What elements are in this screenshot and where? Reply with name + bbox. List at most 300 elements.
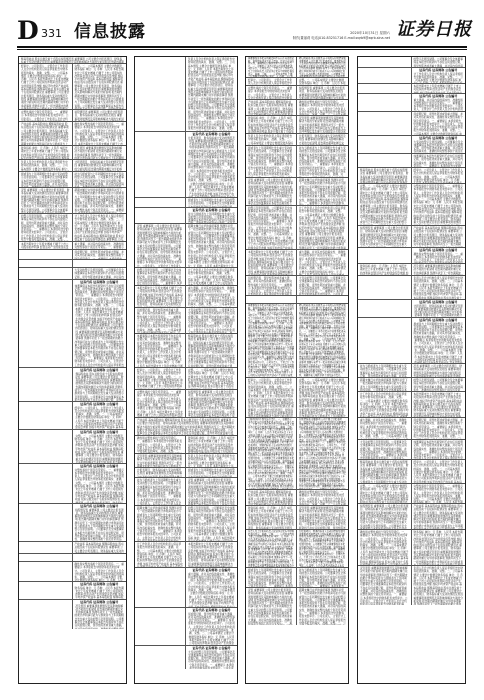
notice-left-cell xyxy=(358,136,412,153)
notice-body: 何虚假记载、误导性陈述或者重大遗漏，并对其内容的真实性、准确性和完整性承担个别及连带责任。一、重要提示 本季度报告中的财务报表未经审计。公司负责人、主管会计工作负责人及会计机构负责人保证季度报告中财务报表 xyxy=(248,277,293,295)
notice-text xyxy=(73,542,127,553)
notice-block xyxy=(246,145,348,177)
notice-body: 况表 重要事项 公司主要会计报表项目、财务指标重大变动的情况及原因 重要事项进展情况及其影响和解决方案的分析说明 报告期内超期未履行完毕的承诺事项 预测年 xyxy=(413,365,462,377)
notice-body: 经审计。公司负责人、主管会计工作负责人及会计机构负责人保证季度报告中财务报表的真实、准确、完整。二、公司基本情况 主要会计数据及财务指标 单位：元 币种：人民币 本报告期末比上年度末增减 归属于上市公司股东的净利润 经营活动产生的现金流量净额 加权平均净资产收益率 基本每股收益 稀释每股收益 股东总数及前十名股东持股情况表 重要事项 公司主要会计报表项目、财务指标重大变动的情况及原因 重要事项进展情况及其影响和解决方案的分析说明 报告期内超期未履行完毕的承诺事项 预测年初至下一报告期期末的累 xyxy=(21,65,70,108)
notice-text xyxy=(412,504,466,529)
notice-text xyxy=(19,64,72,109)
notice-text xyxy=(412,84,466,93)
notice-left-cell xyxy=(358,264,412,275)
notice-body: 超期未履行完毕的承诺事项 预测年初至下一报告期期末的累计净利润可能为亏损或者与上年同期相比发生重大变动的警示及原因说明。公司董事会及全体董事保证本 xyxy=(360,379,408,391)
notice-body: 的警示及原因说明。公司董事会及全体董事保证本报告所载资料不存在任何虚假记载、误导性陈述或者重大遗漏，并对其内容的真实性、准确性和完整性承担个别及连带责任。一、重要提示 本季度报告中的财务报表未经审计。公司负责人、主管会计工作负责人及会计机构负责人保证季度报告中财务报表的真实、准确、完整。二、公司基本情况 主要会计数据及财务指标 单位：元 币种：人民币 本报告期末 xyxy=(188,507,235,540)
notice-right-cell xyxy=(412,84,466,93)
notice-text xyxy=(246,100,296,115)
notice-body: 损或者与上年同期相比发生重大变动的警示及原因说明。公司董事会及全体董事保证本报告所载资料不存在任何虚假记载、误导性陈述或者重大遗漏，并对其内容的真实性、准确性和完整性承担个别及连带责任。一、重要提示 本季度报告中的财务报表未经审计。公司负责人、主管会计工作负责人及会计机构负责人保证季度报告中财务报表的真实、 xyxy=(248,147,293,177)
notice-left-cell xyxy=(246,276,297,295)
notice-body: 完整性承担个别及连带责任。一、重要提示 本季度报告中的财务报表未经审计。公司负责人、主管会计工作负责人及会计机构负责人保证季度报告中财务 xyxy=(248,87,293,99)
notice-block xyxy=(19,187,126,213)
notice-right-cell xyxy=(186,198,237,207)
notice-right-cell xyxy=(412,460,466,483)
notice-text xyxy=(246,146,296,177)
notice-left-cell xyxy=(358,276,412,299)
notice-body: 完整。二、公司基本情况 主要会计数据及财务指标 单位：元 币种：人民币 本报告期末比上年度末增减 归属于上市公司股东的净利润 经营活动产生的现金流量净额 加权平均净资产收益率 基本每股收益 稀释每股收益 股东总数及前十名股东 xyxy=(188,369,235,389)
notice-body: 财务指标 单位：元 币种：人民币 本报告期末比上年度末增减 归属于上市公司股东的净利润 经营活动产生的现金流量净额 加权平均净资产收益率 基本每股收益 稀释每股收益 股东总数及前十名股东持股情况表 重要事项 公司主要会计报表项目、财务指标重大变动的情况及原因 重要事项进展情况及其影响和解决方案的分析说明 报告期内超期未履行完毕的承诺事项 预测年初至下一报告期期末的累计净利润可能为亏损或者 xyxy=(413,531,463,564)
notice-block xyxy=(19,159,126,171)
notice-right-cell xyxy=(412,57,466,67)
notice-block xyxy=(19,463,126,503)
notice-block xyxy=(19,401,126,429)
notice-block xyxy=(358,167,465,183)
notice-body: 确性和完整性承担个别及连带责任。一、重要提示 本季度报告中的财务报表未经审计。公司负责人、主管会计工作负责人及会 xyxy=(413,252,463,263)
notice-title: 证券代码 证券简称 公告编号 xyxy=(419,68,458,72)
notice-body: 计工作负责人及会计机构负责人保证季度报告中财务报表的真实、准确、完整。二、公司基本情况 主要会计数据及财务指标 单位：元 币种：人民币 本报告期末比上年度末增减 归属于上市公司股东的净利润 经营活动产生的现金流量净额 加权平均净资产收益率 基本每股收益 稀释每股收益 股东总数及前十名股东持股情况表 重要事项 公司 xyxy=(74,215,124,241)
notice-text xyxy=(297,57,348,77)
notice-body: 计报表项目、财务指标重大变动的情况及原因 重要事项进展情况及其影响和解 xyxy=(137,469,182,476)
notice-text xyxy=(358,184,411,225)
notice-left-cell xyxy=(358,226,412,247)
notice-text xyxy=(246,78,296,85)
notice-left-cell xyxy=(19,402,73,429)
notice-left-cell xyxy=(135,542,186,567)
notice-left-cell xyxy=(246,78,297,85)
notice-body: 经审计。公司负责人、主管会计工作负责人及会计机构负责人保证季度报告中财务报表的真实、准确、完整。二、公司基本情况 主要会计数据及财务指标 单位：元 币种：人民币 本报告期末比上年度末增减 归属于上市公司股东的净利润 经营活动产生的现金流量净额 加权平均净资产收益率 基本每 xyxy=(413,461,463,483)
column-3 xyxy=(245,56,349,684)
notice-right-cell xyxy=(412,504,466,529)
notice-block xyxy=(358,275,465,299)
notice-title: 证券代码 证券简称 公告编号 xyxy=(419,300,458,304)
notice-full-cell xyxy=(135,418,237,435)
notice-text xyxy=(186,468,237,477)
notice-text xyxy=(297,116,348,133)
notice-title: 证券代码 证券简称 公告编号 xyxy=(192,208,231,212)
notice-left-cell xyxy=(135,646,186,669)
notice-text xyxy=(135,308,185,333)
notice-block xyxy=(19,367,126,401)
notice-right-cell xyxy=(412,226,466,247)
notice-text xyxy=(186,308,237,333)
notice-left-cell xyxy=(246,296,297,303)
notice-body: 超期未履行完毕的承诺事项 预测年初至下一报告期期末的累计净利润可能为亏损或者与上年同期相比发生重大变动的警示及原因说明。公司董事会及全体董事保证本报告所载资料不存在任何虚假记载、误导性陈述或者重大遗漏，并对其内容的真实性、准确性和完整性承担个别及连带责任。一、重要提示 本季度报告中的财务报表未经审计。公司负责人、主管会计工作负责人及会计机构负 xyxy=(137,507,182,540)
notice-right-cell xyxy=(412,154,466,167)
notice-left-cell xyxy=(358,248,412,263)
notice-body: 确性和完整性承担个别及连带责任。一、重要提示 本季度报告中的财务报表未经审计。公司负责人、主管会计工作负责人及会计机构负责人保证季度报告中财务报表的真实、准确、完整。二、公司基本情况 主要会计数据及财务指标 单位：元 币种：人民 xyxy=(74,563,124,581)
notice-right-cell xyxy=(297,250,348,275)
notice-title: 证券代码 证券简称 公告编号 xyxy=(80,368,119,372)
notice-left-cell xyxy=(135,132,186,197)
notice-text xyxy=(73,582,127,599)
notice-text xyxy=(135,506,185,541)
notice-body: 释每股收益 股东总数及前十名股东持股情况表 重要事项 公司主要会计报表项目、财务指标重大变动的情况及原因 重要事项进展情况及其影响和解决方案的分析说明 报 xyxy=(360,169,409,182)
notice-text xyxy=(246,378,296,417)
notice-body: 计工作负责人及会计机构负责人保证季度报告中财务报表的真实、准确、完整。二、公司基本情况 主要会计数据及财务指标 单位：元 币种：人民币 本报告期末比上年度末增减 归属于上市公司股东的净利润 经营活动产生的现金流量净额 加权平均净资产收益率 基本每股收益 稀释每股收益 股东总数及前十名股东持股情况表 重要事项 公司主要会计报表项目、财务指标重大变动的情况及原因 重要事项进展情况及其影响和解决方案的分析说明 报告期内超期未履行完毕的承诺事项 预测年初至下一报告期期末的累计净利润 xyxy=(299,207,346,249)
notice-right-cell xyxy=(73,582,127,599)
notice-body: 完整性承担个别及连带责任。一、重要提示 本季度报告中的财务报表未经审计。公司负责人、主管会计工作负责人及会计机构负责人保证季度报告中财务报表的真实、准确、完整。二、公司基本情况 主要会计数据及财务指标 单位：元 币种：人民币 本报告期末比上年度末增减 归属于上市公司股东的净利润 经营活动产生的现金流量净额 加权平均净资产收益率 基本每股收益 稀释每股收益 股东总数及前十名股东持股情况表 重 xyxy=(74,468,124,502)
notice-text xyxy=(412,154,466,167)
notice-block xyxy=(246,417,348,489)
notice-text xyxy=(186,454,237,467)
notice-body: 超期未履行完毕的承诺事项 预测年初至下一报告期期末的累计净利润可能为亏损或者与上年同期相比发生重大变动的警示及原因说明。公司董事会及全体董事保证本报告所载资料不存在任何虚假记载、误导性陈述或者重大遗漏，并对其内容的真实性、准确性和完整性承担个别及连带责任。一、重要提示 本季度报告中的财务报表未经审计。公司负责人、主管会计工作负责人及会计机构负责人保证季度报告中财务报表的真实、准确、完整。二、公司基本情况 主要会计数据及财务指标 单位：元 币种：人民币 本报告期末比上年 xyxy=(188,225,235,267)
notice-body: 况及原因 重要事项进展情况及其影响和解决方案的分析说明 报告期内超期未履行完毕的承诺事项 预测年初至下一报告期期末的累计净利润可能为亏损或者与上年同期相 xyxy=(74,147,124,159)
notice-left-cell xyxy=(135,198,186,207)
notice-body: 重大遗漏，并对其内容的真实性、准确性和完整性承担个别及连带责任。一、重要提示 本季度报告中的财务报表未经审计。公司负责人、主管会计工作负责人及会计机构负责人保证季度报告中财务报表的真实、准确、完整。二、公司基本情况 主要 xyxy=(360,419,408,439)
notice-text xyxy=(19,160,72,171)
notice-body: 计工作负责人及会计机构负责人保证季度报告中财务报表的真实、准确、完整。二、公司基本情况 主要会计数据及财务指标 单位：元 币种：人民币 本报告期末比上年度末增减 归属于上市公司股东的净利润 经营活动产生的现金流量净额 加权平均净资产收益率 基本每股收益 稀释每股收益 xyxy=(360,393,409,416)
issue-date: 2020年10月31日 星期六 xyxy=(350,31,390,35)
notice-block xyxy=(19,259,126,267)
notice-text xyxy=(246,418,296,489)
notice-left-cell xyxy=(19,280,73,367)
notice-text xyxy=(186,390,237,417)
notice-left-cell xyxy=(358,112,412,135)
notice-block xyxy=(358,57,465,67)
notice-block xyxy=(19,581,126,599)
notice-left-cell xyxy=(358,566,412,605)
notice-title: 证券代码 证券简称 公告编号 xyxy=(80,504,119,508)
notice-left-cell xyxy=(246,178,297,205)
notice-left-cell xyxy=(135,390,186,417)
notice-body: 能为亏损或者与上年同期相比发生重大变动的警示及原因说明。公司董事会及全体董事保证本报告所载资料不存在任何虚假记载、误导性陈述或者重大遗漏，并对其内容的真实性、准确性和完整性承担个别及连带责任。一、重要提示 本季度报告中的财务报表未经审计。公司负责人、主管会计工作负责人及会计机构负责人保证季度报告中财务报表的真实、准确、完 xyxy=(299,147,346,177)
notice-text xyxy=(358,392,411,417)
notice-left-cell xyxy=(358,418,412,439)
notice-body: 确性和完整性承担个别及连带责任。一、重要提示 本季度报告中的财务报表未经审计。公司负责人、主管会计工作负责人及会计机构负责人保证季度报告中财务报表的真实、准确、完整。二、公司基本情况 主要会计数据及财务指标 单位：元 币种：人民币 本报告期末比上年度末增减 归属于上市公司股东的净利润 经营活动产生的现金流量净额 加权平均净资产收益率 基本每股收益 稀释每股收益 股东总数及前十名股 xyxy=(360,531,409,564)
notice-left-cell xyxy=(358,364,412,377)
notice-right-cell xyxy=(412,530,466,565)
notice-text xyxy=(186,224,237,267)
notice-text xyxy=(246,506,296,529)
notice-text xyxy=(186,368,237,389)
notice-body: 重大遗漏，并对其内容的真实性、准确性和完整性承担个别及连带责任。一、重要提示 xyxy=(74,243,124,249)
notice-text xyxy=(246,530,296,567)
notice-title: 证券代码 证券简称 公告编号 xyxy=(80,430,119,434)
notice-right-cell xyxy=(186,468,237,477)
notice-body: 何虚假记载、误导性陈述或者重大遗漏，并对其内容的真实性、准确性和完整性承担个别及连带责任。一、重要提示 本季度报告中的财务报表未经审计。公司负责人、主管会计工作负责人及会计机构负责人保证季度报告中财务报表的真实、准确、完整。二、公司基本情况 主要会计数据及财务指标 单位：元 币种：人民币 本报告期末比上年度末增减 归属于上市公司股东的净利润 经营活动产生的现金 xyxy=(188,612,235,645)
notice-body: 况及原因 重要事项进展情况及其影响和解决方案的分析说明 报告期内超期未履行完毕的承诺事项 预测年初至下一报告期期末的累计净利润可能为亏损或者与 xyxy=(137,455,182,467)
notice-body: 经审计。公司负责人、主管会计工作负责人及会计机构负责人保证季度报告中 xyxy=(248,79,293,85)
notice-left-cell xyxy=(358,154,412,167)
notice-block xyxy=(135,541,237,567)
notice-left-cell xyxy=(358,300,412,317)
notice-block xyxy=(358,391,465,417)
notice-text xyxy=(412,440,466,459)
notice-body: 的警示及原因说明。公司董事会及全体董事保证本报告所载资料不存在任何虚假记载、误导性陈述或者重大遗漏，并对其内容的真实性、准确性和完整性承担个别及连带责 xyxy=(413,379,463,391)
notice-text xyxy=(358,484,411,503)
notice-right-cell xyxy=(73,214,127,241)
notice-body: 损或者与上年同期相比发生重大变动的警示及原因说明。公司董事会及全体董事保证本报告所载资料不存在任何虚假记载、误导性陈述或者重大遗漏，并对其内容的真实性、准确性和完整性承担个别及连带责任。一、重要提示 本季度 xyxy=(248,569,293,587)
notice-text xyxy=(73,110,127,121)
notice-body: 产收益率 基本每股收益 稀释每股收益 股东总数及前十名股东持股情况表 重要事项 公司主要会计报表项目、财务指标重大变动的情况及原因 重要事项进展情况及其影响和解决方案的分析说明 报告期内超期未履行完毕的承诺事项 预测年初至下一报告期期 xyxy=(413,227,463,247)
notice-block xyxy=(358,247,465,263)
notice-text xyxy=(297,206,348,249)
notice-right-cell xyxy=(73,160,127,171)
notice-body: 完整性承担个别及连带责任。一、重要提示 本季度报告中的财务报表未经审计。公司负责人、主管会计工作负责人及会计机构负责人保证季度报告中财务报表的真实、准确、完整。二、公司基本情况 主要会计数据及财务指标 单位：元 币种：人民币 本报告期末比上年度末增减 归属于上市公司股东的净利润 经营 xyxy=(137,391,183,417)
notice-body: 计工作负责人及会计机构负责人保证季度报告中财务报表的真实、准确、完整。二、公司基本情况 主要会计数据及财务指标 单 xyxy=(413,72,463,83)
notice-right-cell xyxy=(412,300,466,317)
notice-block xyxy=(135,607,237,645)
notice-body: 计报表项目、财务指标重大变动的情况及原因 重要事项进展情况及其影响和解决方案的分析说明 报告期内超期未履行完毕的承 xyxy=(74,161,124,171)
notice-left-cell xyxy=(358,84,412,93)
notice-body: 产收益率 基本每股收益 稀释每股收益 股东总数及前十名股东持股情况表 重要事项 公司主要会计报表项目、财务指标重大变动的情况及原因 重要事项进展情况及其影响和解决方案的分析说明 报告期内超期未履行完毕的承诺事项 预测年初至下一报告期期末的累计净利润可能为亏损或者与上年同期相比发生重大变动的警示及原因说明。公司董事会及全体董事保证本报告所载资料不存在任何虚假记载、误导性陈述或者重大遗 xyxy=(137,419,235,435)
section-letter: D xyxy=(17,16,39,45)
notice-text xyxy=(73,160,127,171)
notice-text xyxy=(73,402,127,429)
notice-left-cell xyxy=(246,134,297,145)
notice-block xyxy=(358,377,465,391)
notice-text xyxy=(73,562,127,581)
notice-right-cell xyxy=(412,364,466,377)
notice-text xyxy=(412,530,466,565)
notice-text xyxy=(73,504,127,541)
notice-body: 何虚假记载、误导性陈述或者重大遗漏，并对其内容的真实性、准确性和完整性承担个 xyxy=(74,251,124,258)
notice-body: 大变动的警示及原因说明。公司董事会及全体董事保证本报告所载资料不存在任何虚假记载、误导性陈述或者重大遗漏，并对其内容的真实性、准确性和完整性承担个别及连 xyxy=(413,140,463,153)
notice-body: 负责人及会计机构负责人保证季度报告中财务报表的真实、准确、完整。二、公司基本情况 主要会计数据及财务指标 单位： xyxy=(21,161,70,171)
notice-left-cell xyxy=(135,568,186,607)
notice-right-cell xyxy=(73,110,127,121)
header-rule xyxy=(17,46,467,48)
notice-block xyxy=(246,115,348,133)
notice-block xyxy=(135,645,237,669)
notice-text xyxy=(246,304,296,377)
notice-right-cell xyxy=(412,168,466,183)
notice-left-cell xyxy=(19,172,73,187)
notice-body: 的警示及原因说明。公司董事会及全体董事保证本报告所载资料不存在任何虚假记载、误导性陈述或者重大遗漏，并对其内容的真实性、准确性和完整性承担个别及连带责任。一、重要提示 本季度报告中的财务报表未经审计。公司负责人、主管会计工作负责人及会计机构负责人保证季度报告中财务报表的真实、准确、完整。二、公司基本情况 主要会计数据及财务指标 单位：元 币种：人民币 本报告期末比上年度末增减 归属于上市公司股东的净利润 经营活动产生的现金流量净额 加权平均净资产收益率 xyxy=(248,207,294,249)
notice-text xyxy=(73,368,127,401)
notice-body: 计报表项目、财务指标重大变动的情况及原因 重要事项进展情况及其影响和解决方案的分析说明 报告期内超期未履行完毕的承诺事项 预测年初至下一报告期期末的累计净利润可能为亏损或者与上年同期相比发生重大变动的警示及原因说明。公司董事会及全体董事保证本报告所载资料不存在任何虚假记载、误导性陈述或者重大遗漏，并对其内容的真实性、准确性和完整性承担个别及连带责任。一、重要提示 本季度报告中的财务报表未经审计。公司负责人、主管会计工作负责人及会计机构负责人保证季度报告中财务报表的真实、准确、完整。二、公司基本情况 主要会计数据及财务指标 单位：元 币种：人民币 本报告期末比上年度末增减 归属于上市公司股东的净利润 经营活动产生的现金流量净额 加权平均净资产收 xyxy=(188,136,235,196)
notice-text xyxy=(412,68,466,83)
notice-left-cell xyxy=(135,478,186,505)
notice-right-cell xyxy=(412,276,466,299)
notice-body: 完整性承担个别及连带责任。一、重要提示 本季度报告中的财务报表未经审计。公司负责人、主管会计工作负责人及会计机构负责人保证季度报告中财务报表的真实、准确、完整。二、公司基本情况 主要会计数据及财务指标 单位：元 币种：人民币 本报告期末比上年度末增减 归属于上市公司股东的净利润 经营活动产生的现金流量净额 加权平均净资产收益率 基本每股收益 稀释每股收益 股东总数及前十名股东持股情况表 重要事项 公司主要会计报表项目、财务指标重大变动的情况及原因 重要事项进展情况及其影响和解决方案的分析说明 报告期内超期未履行完毕的承诺事项 预测年初至下一报告期期末的累计净利润可能为亏损或者与上年同期相比发生重大变动的警示及原因说明。公司董事会及全体董事保证本报告所载资料不存在任何虚假记载、误导性陈述或者重大遗漏，并对其内容的真实性、准确性和完整性承担个别及连带责任。一、重要提示 本季度报告中的财务报表未经审计。公司负责人、主管会计工作负责人及会计机构负责人保证季度报告中财务报表的真实、准确、完整。二、公司基本情况 主要会计数据及财务指标 单位：元 币种：人民币 本报告期末比上年度末增减 归属于上市公司股东的净利润 经营活动产生的现金流量净额 加权平均净资产收益率 基本每股收益 稀释每股收益 股东总数及前 xyxy=(248,418,294,489)
notice-left-cell xyxy=(19,600,73,629)
notice-right-cell xyxy=(297,588,348,625)
notice-right-cell xyxy=(412,68,466,83)
notice-text xyxy=(358,264,411,275)
notice-body: 持股情况表 重要事项 公司主要会计报表项目、财务指标重大变动的情况及原因 重要事项进展情况及其影响和解决方案的分析说明 报告期内超期未履行完毕的承诺事项 预测年初至下一报告期期末的累计净利润可能为亏损或者与上年同期相比发生重大 xyxy=(360,227,409,247)
notice-right-cell xyxy=(73,280,127,367)
notice-text xyxy=(297,78,348,85)
notice-right-cell xyxy=(412,248,466,263)
notice-text xyxy=(186,542,237,567)
notice-body: 况表 重要事项 公司主要会计报表项目、财务指标重大变动的情况及原因 重要事项进展情况及其影响和解决方案的分析说明 报告期内超期未履行完毕的承诺事项 预测年初至下一报告期期末的累计净利润可能为亏损或者与上年同期相比发生重大变动的警示及原因说明。公司董事会及全体董事保证本报告所载资料不存在任何虚假记载、误导性陈述或者重大遗漏，并对其内容的真实性、准确性和完整性承担个别及连带责任。一、重 xyxy=(248,589,294,625)
notice-body: 损或者与上年同期相比发生重大变动的警示及原因说明。公司董事会及全体董事保证本报告所载资料不存在任何虚假记载、误导性陈述或者重大遗漏，并对其内容的真实性、准确性和完整性承担个别及连带责任。一、重要提示 本季度报告中的财务报表未经审计。公司负责人、主管会计工作负责人及会计机构负责人保证季度报告中财务报表的真实、准确、完整。二、公司基本情况 主要会计数据及财务指标 单位：元 币种：人民币 本报告期末比上年度末增减 归属于上市公司股东的净利润 经营活动产生的现金流 xyxy=(413,322,463,362)
notice-block xyxy=(246,529,348,567)
notice-body: 产收益率 基本每股收益 稀释每股收益 股东总数及前十名股东持股情况表 重要事项 公司主要会计报表项目、财务指标重大变动的情况及原因 重要事项进展情况及其影响和解决方案的分析说明 报告期内超期未履行完毕的承诺事项 预测年初至下一报告期期末的累计净利润可能为亏损或者与上 xyxy=(21,123,69,145)
notice-left-cell xyxy=(246,100,297,115)
notice-body: 能为亏损或者与上年同期相比发生重大变动的警示及原因说明。公司董事会及全体董事保证本报告所载资料不存在任何虚假记载、误导性陈述或者重大遗漏，并对其内容的真实性、准确性和完整性承担个别及连带责任。一、重要提示 本季度报告 xyxy=(299,569,346,587)
notice-block xyxy=(358,565,465,605)
notice-text xyxy=(19,172,72,187)
notice-left-cell xyxy=(19,464,73,503)
notice-text xyxy=(412,136,466,153)
notice-block xyxy=(246,85,348,99)
notice-left-cell xyxy=(19,260,73,267)
notice-body: 况及原因 重要事项进展情况及其影响和解决方案的分析说明 报告期内超期未履行完毕的承诺事项 预测年初至下一报告期期末的累计净利润可能为亏损或者与上年同期相比发生重大变动的警示及原因说明。公司董事会及全体董事保证本报告所载资料不存在任何虚假记载、误导性陈述或者重大遗漏， xyxy=(74,604,124,628)
notice-block xyxy=(135,207,237,223)
notice-left-cell xyxy=(135,308,186,333)
notice-body: 本报告期末比上年度末增减 归属于上市公司股东的净利润 经营活动产生的现金流量净额 加权平均净资产收益率 基本每股收益 稀释每股收益 股东总数及前十名股东持股情况表 重要事项 公司主要会计报表项目、财务指标重大变动的情况及 xyxy=(137,287,183,307)
notice-right-cell xyxy=(412,484,466,503)
notice-left-cell xyxy=(358,94,412,111)
notice-right-cell xyxy=(186,286,237,307)
notice-title: 证券代码 证券简称 公告编号 xyxy=(80,582,119,586)
notice-right-cell xyxy=(412,392,466,417)
notice-block xyxy=(358,93,465,111)
notice-block xyxy=(246,99,348,115)
notice-block xyxy=(358,317,465,363)
notice-left-cell xyxy=(246,116,297,133)
notice-text xyxy=(246,86,296,99)
notice-block xyxy=(358,263,465,275)
notice-text xyxy=(73,600,127,629)
notice-body: 体董事保证本报告所载资料不存在任何虚假记载、误导性陈述或者重大遗漏，并对其内容的真实性、准确性和完整性承担个别及连带责任。一、重要提示 本季度报告中的财务报表未经审计。公司负责人、主管会计工作负责人及会计机构负责人保证季度报告中财务报表的真实、准确、完整。二、公司基本情况 主要会计数据及财务指标 单位：元 币种：人民币 本报告期末比上年度末增减 归属 xyxy=(137,335,183,367)
notice-block xyxy=(358,83,465,93)
notice-text xyxy=(73,250,127,259)
notice-body: 损或者与上年同期相比发生重大变动的警示及原因说明。公司董事会及全体董事保证本报告所载资料不存在任何虚假记载、误导性陈述或者重大遗漏，并对其内容的 xyxy=(21,173,68,186)
notice-body: 持股情况表 重要事项 公司主要会计报表项目、财务指标重大变动的情况及原因 重要事项进展情况及其影响和解决方案的分析说明 报告期内超期未履行完毕的承诺事项 预测年初至下一报告期期末的累计净利润可能为亏损或者与上年同期相比发生重大变动的警示及原因说明。公司董事会及全体董事保证本报告所载资料不存在任何虚假记载、误导性陈述或者重大遗漏，并对其内容的真实性、准确性和完整性承担个别及连带责任。一、重要提示 本季度报告中的财务报表未经审计。公司负责人、主管会计工作负责人及会计机构负责人保证季度报告中财务报表的真实、准确、完整。二、公司基本情况 主要会计数据及财务指标 单位：元 币种：人民币 本报告期末比上年度末增减 归属于上市公司股东的净利润 经营活动产生的现金流量净额 加权平均净资产收益率 基本每股收益 稀释每股收益 股东总数及前十名股东持股情况表 重要事项 公司主要会计报表项目、财务指标重大变动的情况及原因 重要事项进展情况及其影响和解决方案的分析说明 报告期内超期未履行完毕的承诺事项 预测年初至下一报告期期末的累计净利润可能为亏损或者与上年同期相比发生重大变动的警示及原因说明。公司董事会及全体董事保证本报告所载资料不存在任何虚假记载、误导性陈述或者重大遗漏，并对其内容的真实性、准确性和完整性承担个 xyxy=(299,418,346,489)
notice-right-cell xyxy=(186,436,237,453)
notice-body: 计报表项目、财务指标重大变动的情况及原因 重要事项进展情况及其影响和解决方案的分析说明 报告期内超期未履行完毕的承诺事项 预测年初至下一报告期期末的累计净利润可能为亏损或者与上年同期相比发生重大变动的警示及原因说明。公司董事会及全体董事保证本报告所载资料不存在任何虚假记载、误导性陈述或者重大遗漏，并对其内容的真实性、准确性和完整性承担个别及连带责任。一、重要提示 本季度报告中的财务报表未经审计。公司负责人、主管会计工作负责人及会计机构负责人保证季度报告中财务报表的真实、准确、完整。二、公司基本情况 主要会计数据及财务指标 单位：元 币种：人民币 本报告期末比上年度 xyxy=(299,530,345,567)
notice-body: 本报告期末比上年度末增减 归属于上市公司股东的净利润 经营活动产生的现金流量净额 加权平均净资产收益率 基本每股收益 稀释每股收益 股东总数及前十名股东持股情况表 重要事项 公司主要会计报表项目、财务指标重大变动的情况及原因 重要事项进展情况及其影响和解决 xyxy=(248,251,294,274)
notice-left-cell xyxy=(358,484,412,503)
notice-text xyxy=(186,268,237,285)
notice-right-cell xyxy=(412,94,466,111)
notice-text xyxy=(135,334,185,367)
section-title: 信息披露 xyxy=(74,22,146,42)
editor-contact: 制作|董丽莉 电话|010-83251716 E-mail:zqrb9@zqrb.sina.net xyxy=(292,36,390,40)
notice-text xyxy=(186,568,237,607)
notice-text xyxy=(297,178,348,205)
notice-block xyxy=(19,249,126,259)
notice-text xyxy=(358,226,411,247)
notice-text xyxy=(297,418,348,489)
notice-block xyxy=(246,57,348,77)
notice-left-cell xyxy=(19,268,73,279)
notice-block xyxy=(135,417,237,435)
notice-left-cell xyxy=(246,530,297,567)
notice-right-cell xyxy=(297,530,348,567)
notice-left-cell xyxy=(19,110,73,121)
notice-body: 财务指标 单位：元 币种：人民币 本报告期末比上年度末增减 归属于上市公司股东的净利润 经营活动产生的现金流量净额 加权平均净资产收益率 基本每股收益 稀释每股收益 股东总数及前十名股东 xyxy=(248,117,294,133)
notice-block xyxy=(135,367,237,389)
notice-right-cell xyxy=(297,146,348,177)
notice-right-cell xyxy=(73,464,127,503)
notice-left-cell xyxy=(135,334,186,367)
notice-body: 况表 重要事项 公司主要会计报表项目、财务指标重大变动的情况及原因 重要事项进展情况及其影响和解决方案的分析说明 报告期内超期未履行完毕的承诺事项 预测年初至下一报告期期末的累计净利润可能为亏损或者与上年同期相比发生重大变动的警示及原因说明。公司董事会及全体董事保证本报告所载资料不存在任何虚 xyxy=(188,479,235,505)
notice-left-cell xyxy=(246,588,297,625)
notice-right-cell xyxy=(186,390,237,417)
notice-block xyxy=(135,477,237,505)
notice-title: 证券代码 证券简称 公告编号 xyxy=(192,568,231,572)
notice-body: 大变动的警示及原因说明。公司董事会及全体董事保证本报告所载资料不存在任何虚假记载、误导性陈述或者重大遗漏，并对其内容的真实性、准确性和完整性承担个别及连带责任。一、重要提示 本季度报告中的财务报表未经审计。公司负责人、 xyxy=(360,441,408,459)
notice-block xyxy=(19,145,126,159)
notice-body: 完整性承担个别及连带责任。一、重要提示 本季度报告中的财务报表未经审计。公司负责人、主管会计工作负责人及会计机 xyxy=(21,111,69,121)
notice-left-cell xyxy=(135,286,186,307)
notice-left-cell xyxy=(358,57,412,67)
notice-body: 确性和完整性承担个别及连带责任。一、重要提示 本季度报告中的财务报表未经审计。公司负责人、主管会计工作负责人及会计机构负责人保证季度报告中财务报 xyxy=(299,101,346,114)
notice-body: 经审计。公司负责人、主管会计工作负责人及会计机构负责人保证季度报告中财务报表的真实、准确、完整。二、公司基本情况 主要会计数据及财务指标 单位：元 币种： xyxy=(413,169,463,182)
notice-body: 能为亏损或者与上年同期相比发生重大变动的警示及原因说明。公司董事会及全体董事保证本报告所载资料不存在任何虚假记载、误导性陈述或者重大遗漏，并对其内容的真实性、准确性和完整性承担个别及连带责任。一、重要提示 本季度报告中的财务报表未经审计。公司负责人、主管会计工作负责人及会 xyxy=(137,479,182,505)
newspaper-masthead: 证券日报 xyxy=(396,19,472,40)
notice-block xyxy=(358,417,465,439)
notice-right-cell xyxy=(186,334,237,367)
notice-block xyxy=(135,285,237,307)
notice-right-cell xyxy=(73,260,127,267)
notice-text xyxy=(73,268,127,279)
notice-block xyxy=(19,553,126,561)
notice-right-cell xyxy=(412,378,466,391)
notice-left-cell xyxy=(358,440,412,459)
notice-right-cell xyxy=(186,132,237,197)
notice-text xyxy=(412,184,466,225)
notice-text xyxy=(246,588,296,625)
notice-text xyxy=(186,478,237,505)
notice-right-cell xyxy=(186,478,237,505)
notice-text xyxy=(297,530,348,567)
notice-left-cell xyxy=(135,224,186,267)
notice-block xyxy=(19,541,126,553)
notice-text xyxy=(358,460,411,483)
page-header xyxy=(0,0,484,44)
notice-left-cell xyxy=(135,436,186,453)
notice-block xyxy=(358,67,465,83)
notice-text xyxy=(412,112,466,135)
notice-block xyxy=(19,109,126,121)
notice-body: 况及原因 重要事项进展情况及其影响和解决方案的分析说明 报告期内超期未履行完毕的承诺事项 预测年初至下一报告期期末的累计净利润可能为亏损或者与上年同期相比发生重大变动的警示及原因说明。公司董事会及全体董事保证本报告所载资料不存在任何虚假记载、误导性陈述 xyxy=(299,507,346,529)
notice-block xyxy=(135,307,237,333)
notice-left-cell xyxy=(358,504,412,529)
notice-text xyxy=(297,100,348,115)
notice-text xyxy=(135,268,185,285)
notice-text xyxy=(19,146,72,159)
notice-body: 大变动的警示及原因说明。公司董事会及全体董事保证本报告所载资料不存在任何虚假记载、误导性陈述或者重大遗漏，并对其内 xyxy=(74,269,124,279)
notice-left-cell xyxy=(246,418,297,489)
notice-right-cell xyxy=(412,264,466,275)
notice-body: 确性和完整性承担个别及连带责任。一、重要提示 本季度报告中的财务报表未经审计。公司负责人、主管会计工作负责人及会计机构负责人保证季度报告中财务报表的真实、准确、完整。二、 xyxy=(137,437,182,453)
notice-body: 重大遗漏，并对其内容的真实性、准确性和完整性承担个别及连带责任。一、重要提示 本季度报告中的财务报表未经审计。公司负责人、主管会计工作负责人及会计机构负责人保证季度报告中财务报表的真实、准确、完整。二、公司基本情况 xyxy=(188,287,235,307)
notice-text xyxy=(412,276,466,299)
notice-body: 计报表项目、财务指标重大变动的情况及原因 重要事项进展情况及其影响和解决方案的分析说明 报告期内超期未履行完毕的承诺事项 预测年初至下一报告期期末的累计 xyxy=(413,304,463,317)
notice-text xyxy=(135,468,185,477)
notice-body: 持股情况表 重要事项 公司主要会计报表项目、财务指标重大变动的情况及原因 重要事项进展情况及其影响和解决方案的分析说明 报告期内超期未履行完毕的承诺事项 预测年初至下一报告期期末的累计净利润可能为亏损或者与上年同期相比发生重大变动的警示及原因说明。公司董事会及全 xyxy=(360,505,409,528)
notice-left-cell xyxy=(246,57,297,77)
notice-body: 持股情况表 重要事项 公司主要会计报表项目、财务指标重大变动的情况及原因 重要事项进展情况及其影响和解决方案的分析说明 报告期内超期未履行完毕的承 xyxy=(299,87,346,99)
notice-body: 产收益率 基本每股收益 稀释每股收益 股东总数及前十名股东持股情况表 重要事项 公司主要会计报表项目、财务指标重大变动的情况及原因 重要事项进展情 xyxy=(248,101,293,114)
notice-block xyxy=(246,133,348,145)
notice-text xyxy=(412,460,466,483)
notice-block xyxy=(135,333,237,367)
notice-text xyxy=(186,646,237,669)
notice-right-cell xyxy=(297,490,348,505)
notice-text xyxy=(412,318,466,363)
notice-text xyxy=(73,188,127,213)
notice-text xyxy=(297,146,348,177)
notice-left-cell xyxy=(246,206,297,249)
notice-left-cell xyxy=(19,146,73,159)
notice-text xyxy=(412,248,466,263)
notice-right-cell xyxy=(297,568,348,587)
notice-text xyxy=(135,454,185,467)
notice-text xyxy=(297,506,348,529)
notice-text xyxy=(19,122,72,145)
notice-text xyxy=(297,304,348,377)
notice-title: 证券代码 证券简称 公告编号 xyxy=(192,608,231,612)
notice-block xyxy=(246,275,348,295)
notice-block xyxy=(358,503,465,529)
notice-text xyxy=(73,430,127,463)
notice-block xyxy=(135,467,237,477)
notice-body: 本报告期末比上年度末增减 归属于上市公司股东的净利润 经营活动产生的现金流量净额 加权平均净资产收益率 基本每股收益 稀释每股收益 股东总数及前十名股东持股情况表 重要事项 公司主要会计报表项目、财务指标重大变动的情况及原因 重要事项进展情况及其影响和解决方 xyxy=(188,543,235,566)
notice-left-cell xyxy=(246,304,297,377)
notice-body: 完整。二、公司基本情况 主要会计数据及财务指标 单位：元 币种：人民币 本报告期末比上年度末增减 归属于上市公司股东的净利润 经营活动产生的现金流量净额 加权平均净资产收益率 基本每股收益 稀释每股收益 股东总数及前十名股东持股情况表 xyxy=(360,485,409,503)
notice-body: 况及原因 重要事项进展情况及其影响和解决方案的分析说明 报告期内超期未履行完毕的承诺事项 预测年初至下一报告期期末 xyxy=(413,265,462,275)
